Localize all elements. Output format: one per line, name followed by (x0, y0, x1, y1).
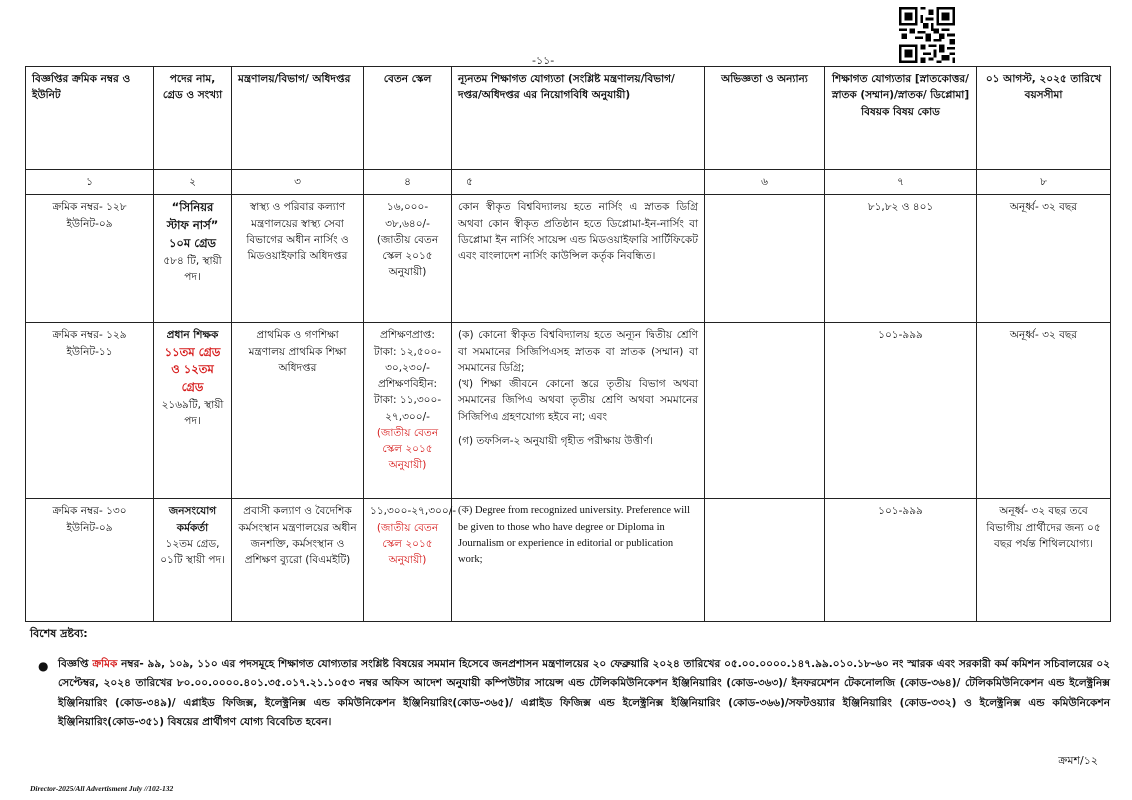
header-pay-scale: বেতন স্কেল (364, 67, 452, 170)
note-title: বিশেষ দ্রষ্টব্য: (30, 627, 88, 640)
pay-scale-cell (364, 323, 452, 499)
post-name: “সিনিয়র স্টাফ নার্স” (166, 200, 219, 233)
column-number: ৫ (452, 170, 705, 195)
post-grade: ১১তম গ্রেড ও ১২তম গ্রেড (164, 344, 221, 395)
header-row (26, 67, 1111, 170)
subject-code-cell: ১০১-৯৯৯ (825, 323, 977, 499)
qualification-cell (452, 195, 705, 323)
qualification-item: (গ) তফসিল-২ অনুযায়ী গৃহীত পরীক্ষায় উত্তীর্ণ। (458, 434, 654, 447)
pay-scale-cell (364, 499, 457, 622)
pay-scale-untrained: প্রশিক্ষণবিহীন: টাকা: ১১,৩০০- ২৭,৩০০/- (373, 378, 442, 423)
ministry-cell: প্রাথমিক ও গণশিক্ষা মন্ত্রণালয় প্রাথমিক শিক্ষা অধিদপ্তর (232, 323, 364, 499)
experience-cell (705, 323, 825, 499)
note-highlight: ক্রমিক (92, 658, 118, 670)
qualification-item: (ক) কোনো স্বীকৃত বিশ্ববিদ্যালয় হতে অন্যূন দ্বিতীয় শ্রেণি বা সমমানের সিজিপিএসহ স্নাতক বা স্নাতক (সম্মান) বা সমমানের ডিগ্রি; (458, 329, 698, 374)
age-limit-cell: অনূর্ধ্ব- ৩২ বছর (977, 323, 1111, 499)
special-note (38, 655, 1111, 733)
footer-reference: Director-2025/All Advertisment July //102-132 (30, 784, 174, 793)
qualification-cell (452, 499, 705, 622)
pay-scale-note: (জাতীয় বেতন স্কেল ২০১৫ অনুযায়ী) (376, 521, 439, 567)
header-post: পদের নাম, গ্রেড ও সংখ্যা (154, 67, 232, 170)
vacancy-table (25, 66, 1111, 622)
column-number: ৮ (977, 170, 1111, 195)
pay-scale: ১৬,০০০- ৩৮,৬৪০/- (385, 201, 430, 230)
post-count: ২১৬৯টি, স্থায়ী পদ। (161, 398, 224, 428)
pay-scale-trained: প্রশিক্ষণপ্রাপ্ত: টাকা: ১২,৫০০- ৩০,২৩০/- (373, 329, 442, 374)
subject-code-cell: ৮১,৮২ ও ৪০১ (825, 195, 977, 323)
post-name: প্রধান শিক্ষক (166, 329, 219, 342)
column-number: ৪ (364, 170, 452, 195)
post-cell (154, 499, 232, 622)
header-serial: বিজ্ঞপ্তির ক্রমিক নম্বর ও ইউনিট (26, 67, 154, 170)
serial-cell: ক্রমিক নম্বর- ১৩০ ইউনিট-০৯ (26, 499, 154, 622)
note-prefix: বিজ্ঞপ্তি (58, 658, 93, 670)
table-row (26, 323, 1111, 499)
post-cell (154, 195, 232, 323)
experience-cell (705, 195, 825, 323)
post-count: ০১টি স্থায়ী পদ। (160, 554, 225, 567)
header-age-limit: ০১ আগস্ট, ২০২৫ তারিখে বয়সসীমা (977, 67, 1111, 170)
post-grade: ১০ম গ্রেড (168, 235, 217, 250)
bullet-icon: ● (38, 659, 49, 673)
header-experience: অভিজ্ঞতা ও অন্যান্য (705, 67, 825, 170)
column-number-row (26, 170, 1111, 195)
page-number: -১১- (532, 54, 555, 67)
column-number: ৬ (705, 170, 825, 195)
qualification-cell (452, 323, 705, 499)
qualification-item: (ক) Degree from recognized university. Preference will be given to those who have degree or Diploma in Journalism or experience in editorial or publication work; (458, 505, 691, 566)
qualification-item: (খ) শিক্ষা জীবনে কোনো স্তরে তৃতীয় বিভাগ অথবা সমমানের জিপিএ অথবা তৃতীয় শ্রেণি অথবা সমমানের সিজিপিএ গ্রহণযোগ্য হইবে না; এবং (458, 378, 698, 423)
serial-cell: ক্রমিক নম্বর- ১২৯ ইউনিট-১১ (26, 323, 154, 499)
post-count: ৫৮৪ টি, স্থায়ী পদ। (163, 254, 222, 283)
column-number: ৩ (232, 170, 364, 195)
age-limit-cell: অনূর্ধ্ব- ৩২ বছর তবে বিভাগীয় প্রার্থীদের জন্য ০৫ বছর পর্যন্ত শিথিলযোগ্য। (977, 499, 1111, 622)
post-name: জনসংযোগ কর্মকর্তা (168, 505, 217, 534)
pay-scale: ১১,৩০০-২৭,৩০০/- (370, 505, 457, 518)
post-cell (154, 323, 232, 499)
header-qualification: ন্যূনতম শিক্ষাগত যোগ্যতা (সংশ্লিষ্ট মন্ত্রণালয়/বিভাগ/দপ্তর/অধিদপ্তর এর নিয়োগবিধি অনুযায়ী) (452, 67, 705, 170)
ministry-cell: স্বাস্থ্য ও পরিবার কল্যাণ মন্ত্রণালয়ের স্বাস্থ্য সেবা বিভাগের অধীন নার্সিং ও মিডওয়াইফারি অধিদপ্তর (232, 195, 364, 323)
qualification-item: কোন স্বীকৃত বিশ্ববিদ্যালয় হতে নার্সিং এ স্নাতক ডিগ্রি অথবা কোন স্বীকৃত প্রতিষ্ঠান হতে ডিপ্লোমা-ইন-নার্সিং বা ডিপ্লোমা ইন নার্সিং সায়েন্স এন্ড মিডওয়াইফারি সার্টিফিকেট এবং বাংলাদেশ নার্সিং কাউন্সিল কর্তৃক নিবন্ধিত। (458, 201, 698, 263)
column-number: ২ (154, 170, 232, 195)
column-number: ৭ (825, 170, 977, 195)
note-body: নম্বর- ৯৯, ১০৯, ১১০ এর পদসমূহে শিক্ষাগত যোগ্যতার সংশ্লিষ্ট বিষয়ের সমমান হিসেবে জনপ্রশাসন মন্ত্রণালয়ের ২০ ফেব্রুয়ারি ২০২৪ তারিখের ০৫.০০.০০০০.১৪৭.৯৯.০১০.১৮-৬০ নং স্মারক এবং সরকারী কর্ম কমিশন সচিবালয়ের ০২ সেপ্টেম্বর, ২০২৪ তারিখের ৮০.০০.০০০০.৪০১.৩৫.০১৭.২১.১০৫৩ নম্বর অফিস আদেশ অনুযায়ী কম্পিউটার সায়েন্স এন্ড টেলিকমিউনিকেশন ইঞ্জিনিয়ারিং (কোড-৩৬৩)/ ইনফরমেশন টেকনোলজি (কোড-৩৬৪)/ টেলিকমিউনিকেশন এন্ড ইলেক্ট্রনিক্স ইঞ্জিনিয়ারিং (কোড-৩৪৯)/ এপ্লাইড ফিজিক্স, ইলেক্ট্রনিক্স এন্ড কমিউনিকেশন ইঞ্জিনিয়ারিং(কোড-৩৬৫)/ এপ্লাইড ফিজিক্স এন্ড ইলেক্ট্রনিক্স ইঞ্জিনিয়ারিং (কোড-৩৬৬)/সফটওয়্যার ইঞ্জিনিয়ারিং (কোড-৩৩২) ও ইলেক্ট্রনিক্স এন্ড কমিউনিকেশন ইঞ্জিনিয়ারিং(কোড-৩৫১) বিষয়ের প্রার্থীগণ যোগ্য বিবেচিত হবেন। (58, 658, 1111, 729)
continued-label: ক্রমশ/১২ (1058, 754, 1098, 767)
table-row (26, 499, 1111, 622)
qr-code-icon (899, 7, 955, 63)
subject-code-cell: ১০১-৯৯৯ (825, 499, 977, 622)
table-row (26, 195, 1111, 323)
pay-scale-cell (364, 195, 452, 323)
ministry-cell: প্রবাসী কল্যাণ ও বৈদেশিক কর্মসংস্থান মন্ত্রণালয়ের অধীন জনশক্তি, কর্মসংস্থান ও প্রশিক্ষণ ব্যুরো (বিএমইটি) (232, 499, 364, 622)
experience-cell (705, 499, 825, 622)
pay-scale-note: (জাতীয় বেতন স্কেল ২০১৫ অনুযায়ী) (376, 233, 439, 279)
post-grade: ১২তম গ্রেড, (165, 537, 220, 550)
header-subject-code: শিক্ষাগত যোগ্যতার [স্নাতকোত্তর/স্নাতক (সম্মান)/স্নাতক/ ডিপ্লোমা] বিষয়ক বিষয় কোড (825, 67, 977, 170)
pay-scale-note: (জাতীয় বেতন স্কেল ২০১৫ অনুযায়ী) (376, 426, 439, 472)
column-number: ১ (26, 170, 154, 195)
header-ministry: মন্ত্রণালয়/বিভাগ/ অধিদপ্তর (232, 67, 364, 170)
serial-cell: ক্রমিক নম্বর- ১২৮ ইউনিট-০৯ (26, 195, 154, 323)
age-limit-cell: অনূর্ধ্ব- ৩২ বছর (977, 195, 1111, 323)
